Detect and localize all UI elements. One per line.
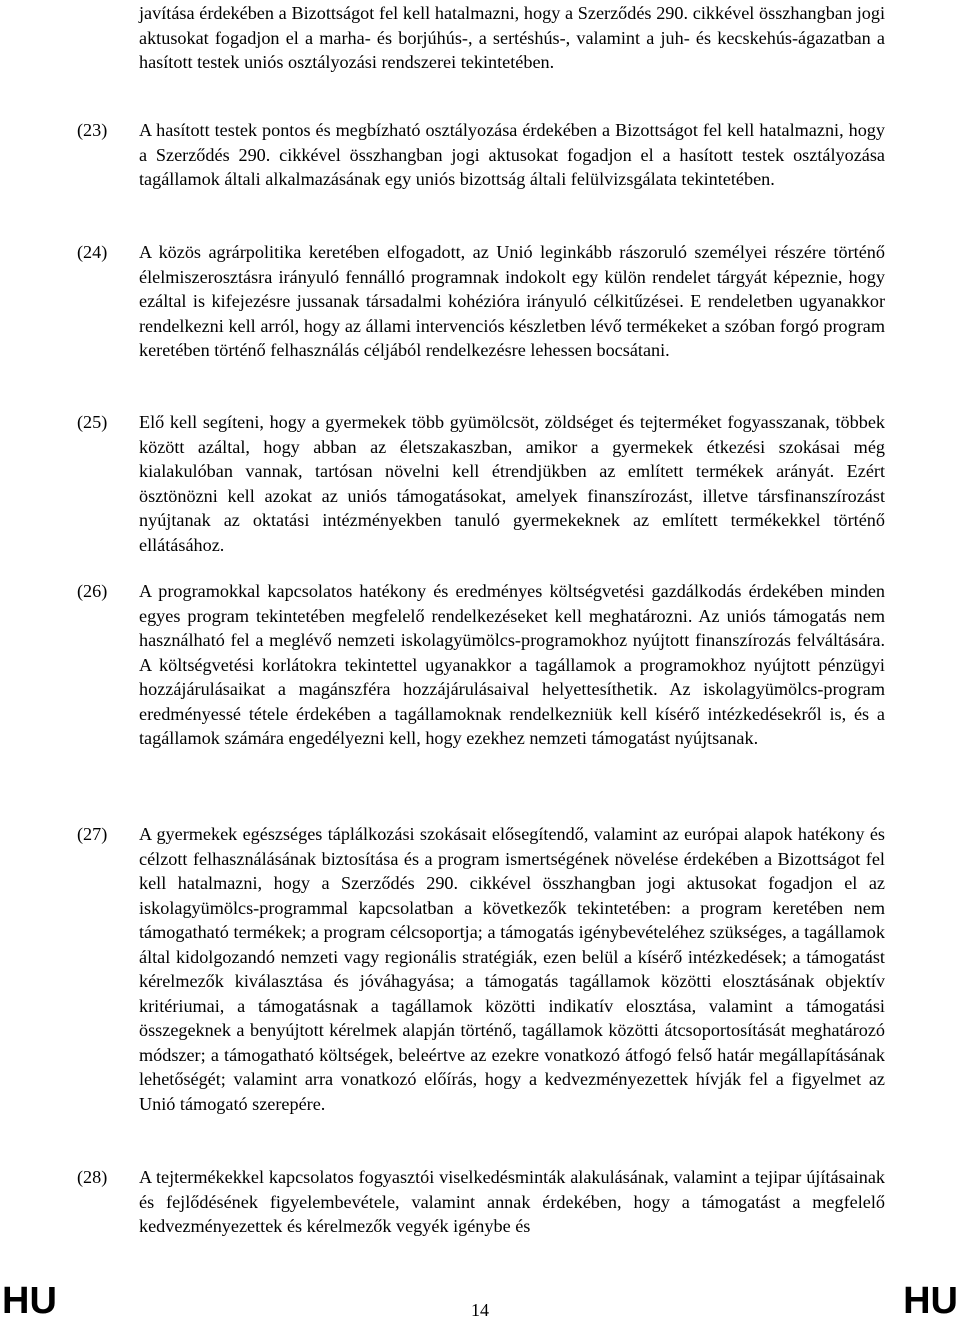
footer-language-label-right: HU	[903, 1280, 958, 1322]
paragraph-text: A közös agrárpolitika keretében elfogadott, az Unió leginkább rászoruló személyei részére történő élelmiszerosztásra irányuló fennálló programnak indokolt egy külön rendelet tárgyát képeznie, hogy ezáltal is kifejezésre jussanak társadalmi kohézióra irányuló célkitűzései. E rendeletben ugyanakkor rendelkezni kell arról, hogy az állami intervenciós készletben lévő termékeket a szóban forgó program keretében történő felhasználás céljából rendelkezésre lehessen bocsátani.	[139, 242, 885, 360]
paragraph-number: (23)	[77, 120, 108, 140]
paragraph-text: A hasított testek pontos és megbízható osztályozása érdekében a Bizottságot fel kell hatalmazni, hogy a Szerződés 290. cikkével összhangban jogi aktusokat fogadjon el a hasított testek osztályozása tagállamok általi alkalmazásának egy uniós bizottság általi felülvizsgálata tekintetében.	[139, 120, 885, 189]
paragraph-text: A gyermekek egészséges táplálkozási szokásait elősegítendő, valamint az európai alapok hatékony és célzott felhasználásának biztosítása és a program ismertségének növelése érdekében a Bizottságot fel kell hatalmazni, hogy a Szerződés 290. cikkével összhangban jogi aktusokat fogadjon el az iskolagyümölcs-programmal kapcsolatban a következők tekintetében: a program keretében nem támogatható termékek; a program célcsoportja; a támogatás igénybevételéhez szükséges, a tagállamok által kidolgozandó nemzeti vagy regionális stratégiák, ezen belül a kísérő intézkedések; a támogatást kérelmezők kiválasztása és jóváhagyása; a támogatás tagállamok közötti elosztásának objektív kritériumai, a támogatásnak a tagállamok közötti indikatív elosztása, valamint a támogatási összegeknek a benyújtott kérelmek alapján történő, tagállamok közötti átcsoportosítását meghatározó módszer; a támogatható költségek, beleértve az ezekre vonatkozó átfogó felső határ megállapításának lehetőségét; valamint arra vonatkozó előírás, hogy a kedvezményezettek hívják fel a figyelmet az Unió támogató szerepére.	[139, 824, 885, 1114]
continuation-text: javítása érdekében a Bizottságot fel kell hatalmazni, hogy a Szerződés 290. cikkével összhangban jogi aktusokat fogadjon el a marha- és borjúhús-, a sertéshús-, valamint a juh- és kecskehús-ágazatban a hasított testek uniós osztályozási rendszerei tekintetében.	[139, 3, 885, 72]
paragraph-text: A programokkal kapcsolatos hatékony és eredményes költségvetési gazdálkodás érdekében minden egyes program tekintetében megfelelő rendelkezéseket kell meghatározni. Az uniós támogatás nem használható fel a meglévő nemzeti iskolagyümölcs-programokhoz nyújtott finanszírozás felváltására. A költségvetési korlátokra tekintettel ugyanakkor a tagállamok a programokhoz nyújtott pénzügyi hozzájárulásaikat a magánszféra hozzájárulásaival helyettesíthetik. Az iskolagyümölcs-program eredményessé tétele érdekében a tagállamoknak rendelkezniük kell kísérő intézkedésekről is, és a tagállamok számára engedélyezni kell, hogy ezekhez nemzeti támogatást nyújtsanak.	[139, 581, 885, 748]
continuation-paragraph	[139, 1, 885, 75]
paragraph-text: A tejtermékekkel kapcsolatos fogyasztói viselkedésminták alakulásának, valamint a tejipar újításainak és fejlődésének figyelembevétele, valamint annak érdekében, hogy a támogatást a megfelelő kedvezményezettek és kérelmezők vegyék igénybe és	[139, 1167, 885, 1236]
footer-language-label-left: HU	[2, 1280, 57, 1322]
paragraph-number: (27)	[77, 824, 108, 844]
paragraph-number: (28)	[77, 1167, 108, 1187]
paragraph-number: (26)	[77, 581, 108, 601]
paragraph-text: Elő kell segíteni, hogy a gyermekek több gyümölcsöt, zöldséget és tejterméket fogyasszanak, többek között azáltal, hogy abban az életszakaszban, amikor a gyermekek étkezési szokásai még kialakulóban vannak, tartósan növelni kell étrendjükben az említett termékek arányát. Ezért ösztönözni kell azokat az uniós támogatásokat, amelyek finanszírozást, illetve társfinanszírozást nyújtanak az oktatási intézményekben tanuló gyermekeknek az említett termékekkel történő ellátásához.	[139, 412, 885, 555]
paragraph-number: (24)	[77, 242, 108, 262]
paragraph-number: (25)	[77, 412, 108, 432]
page-number: 14	[471, 1300, 489, 1320]
